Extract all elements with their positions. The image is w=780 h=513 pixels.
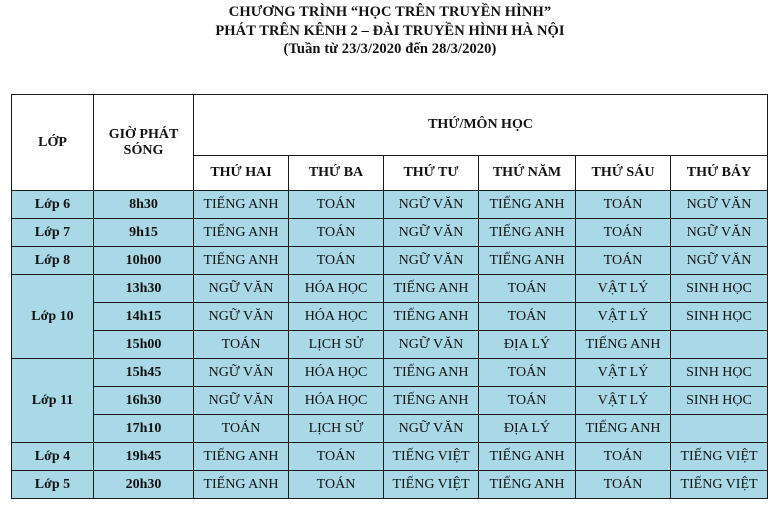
class-cell: Lớp 7	[12, 219, 94, 247]
subject-cell: NGỮ VĂN	[384, 219, 479, 247]
day-header-mon: THỨ HAI	[194, 156, 289, 191]
class-cell: Lớp 5	[12, 471, 94, 499]
time-cell: 10h00	[94, 247, 194, 275]
subject-cell: TIẾNG ANH	[194, 471, 289, 499]
subject-cell: TOÁN	[479, 359, 576, 387]
subject-cell: TIẾNG VIỆT	[671, 471, 768, 499]
subject-cell: TIẾNG ANH	[479, 247, 576, 275]
subject-cell: NGỮ VĂN	[194, 359, 289, 387]
subject-cell: TOÁN	[289, 219, 384, 247]
subject-cell: TIẾNG ANH	[384, 387, 479, 415]
day-header-fri: THỨ SÁU	[576, 156, 671, 191]
day-header-tue: THỨ BA	[289, 156, 384, 191]
subject-cell: TIẾNG ANH	[479, 471, 576, 499]
subject-cell: VẬT LÝ	[576, 303, 671, 331]
subject-cell: VẬT LÝ	[576, 275, 671, 303]
subject-cell	[671, 415, 768, 443]
table-row	[12, 387, 768, 415]
subject-cell: SINH HỌC	[671, 359, 768, 387]
subject-cell: NGỮ VĂN	[194, 387, 289, 415]
subject-cell: TIẾNG ANH	[384, 359, 479, 387]
table-row	[12, 359, 768, 387]
subject-cell: NGỮ VĂN	[384, 191, 479, 219]
subject-cell: TOÁN	[576, 219, 671, 247]
subject-cell: TOÁN	[576, 443, 671, 471]
time-cell: 19h45	[94, 443, 194, 471]
subject-cell: LỊCH SỬ	[289, 331, 384, 359]
subject-cell: TIẾNG VIỆT	[671, 443, 768, 471]
subject-cell: NGỮ VĂN	[384, 331, 479, 359]
subject-cell: TIẾNG ANH	[479, 191, 576, 219]
time-cell: 13h30	[94, 275, 194, 303]
subject-cell: TIẾNG ANH	[194, 247, 289, 275]
time-cell: 16h30	[94, 387, 194, 415]
subject-cell: HÓA HỌC	[289, 303, 384, 331]
day-group-header: THỨ/MÔN HỌC	[194, 95, 768, 156]
class-cell: Lớp 8	[12, 247, 94, 275]
subject-cell: TIẾNG ANH	[194, 191, 289, 219]
subject-cell: SINH HỌC	[671, 303, 768, 331]
subject-cell	[671, 331, 768, 359]
time-cell: 17h10	[94, 415, 194, 443]
time-header	[94, 95, 194, 191]
time-cell: 15h00	[94, 331, 194, 359]
subject-cell: NGỮ VĂN	[384, 247, 479, 275]
subject-cell: VẬT LÝ	[576, 359, 671, 387]
subject-cell: TOÁN	[479, 303, 576, 331]
day-header-wed: THỨ TƯ	[384, 156, 479, 191]
class-cell: Lớp 10	[12, 275, 94, 359]
time-cell: 9h15	[94, 219, 194, 247]
subject-cell: TIẾNG ANH	[194, 219, 289, 247]
subject-cell: TOÁN	[479, 275, 576, 303]
table-row	[12, 443, 768, 471]
class-cell: Lớp 4	[12, 443, 94, 471]
subject-cell: NGỮ VĂN	[194, 303, 289, 331]
table-row	[12, 219, 768, 247]
subject-cell: NGỮ VĂN	[194, 275, 289, 303]
document-title	[0, 0, 780, 59]
day-header-sat: THỨ BẢY	[671, 156, 768, 191]
subject-cell: TIẾNG VIỆT	[384, 443, 479, 471]
subject-cell: TIẾNG ANH	[384, 275, 479, 303]
subject-cell: TOÁN	[576, 191, 671, 219]
subject-cell: NGỮ VĂN	[671, 247, 768, 275]
subject-cell: TIẾNG VIỆT	[384, 471, 479, 499]
subject-cell: TOÁN	[194, 415, 289, 443]
class-cell: Lớp 6	[12, 191, 94, 219]
time-header-line-1: GIỜ PHÁT	[108, 126, 179, 142]
subject-cell: NGỮ VĂN	[671, 191, 768, 219]
subject-cell: TOÁN	[194, 331, 289, 359]
subject-cell: NGỮ VĂN	[384, 415, 479, 443]
subject-cell: LỊCH SỬ	[289, 415, 384, 443]
subject-cell: HÓA HỌC	[289, 359, 384, 387]
table-row	[12, 415, 768, 443]
subject-cell: TIẾNG ANH	[479, 443, 576, 471]
table-row	[12, 247, 768, 275]
table-row	[12, 275, 768, 303]
subject-cell: ĐỊA LÝ	[479, 331, 576, 359]
subject-cell: TOÁN	[576, 471, 671, 499]
subject-cell: TOÁN	[289, 443, 384, 471]
title-line-3: (Tuần từ 23/3/2020 đến 28/3/2020)	[283, 41, 497, 57]
subject-cell: TOÁN	[289, 471, 384, 499]
subject-cell: HÓA HỌC	[289, 275, 384, 303]
time-cell: 20h30	[94, 471, 194, 499]
subject-cell: TOÁN	[479, 387, 576, 415]
subject-cell: TOÁN	[289, 247, 384, 275]
subject-cell: TIẾNG ANH	[479, 219, 576, 247]
time-cell: 14h15	[94, 303, 194, 331]
subject-cell: TOÁN	[576, 247, 671, 275]
subject-cell: ĐỊA LÝ	[479, 415, 576, 443]
table-row	[12, 331, 768, 359]
class-cell: Lớp 11	[12, 359, 94, 443]
subject-cell: SINH HỌC	[671, 275, 768, 303]
table-row	[12, 191, 768, 219]
time-cell: 15h45	[94, 359, 194, 387]
table-row	[12, 471, 768, 499]
table-row	[12, 303, 768, 331]
title-line-2: PHÁT TRÊN KÊNH 2 – ĐÀI TRUYỀN HÌNH HÀ NỘI	[215, 22, 565, 39]
title-line-1: CHƯƠNG TRÌNH “HỌC TRÊN TRUYỀN HÌNH”	[228, 4, 552, 20]
subject-cell: TOÁN	[289, 191, 384, 219]
subject-cell: SINH HỌC	[671, 387, 768, 415]
class-header: LỚP	[12, 95, 94, 191]
time-header-line-2: SÓNG	[123, 142, 164, 158]
day-header-thu: THỨ NĂM	[479, 156, 576, 191]
subject-cell: VẬT LÝ	[576, 387, 671, 415]
subject-cell: NGỮ VĂN	[671, 219, 768, 247]
schedule-body	[12, 191, 768, 499]
schedule-table	[11, 94, 768, 499]
time-cell: 8h30	[94, 191, 194, 219]
subject-cell: TIẾNG ANH	[194, 443, 289, 471]
subject-cell: TIẾNG ANH	[384, 303, 479, 331]
subject-cell: TIẾNG ANH	[576, 415, 671, 443]
subject-cell: HÓA HỌC	[289, 387, 384, 415]
subject-cell: TIẾNG ANH	[576, 331, 671, 359]
